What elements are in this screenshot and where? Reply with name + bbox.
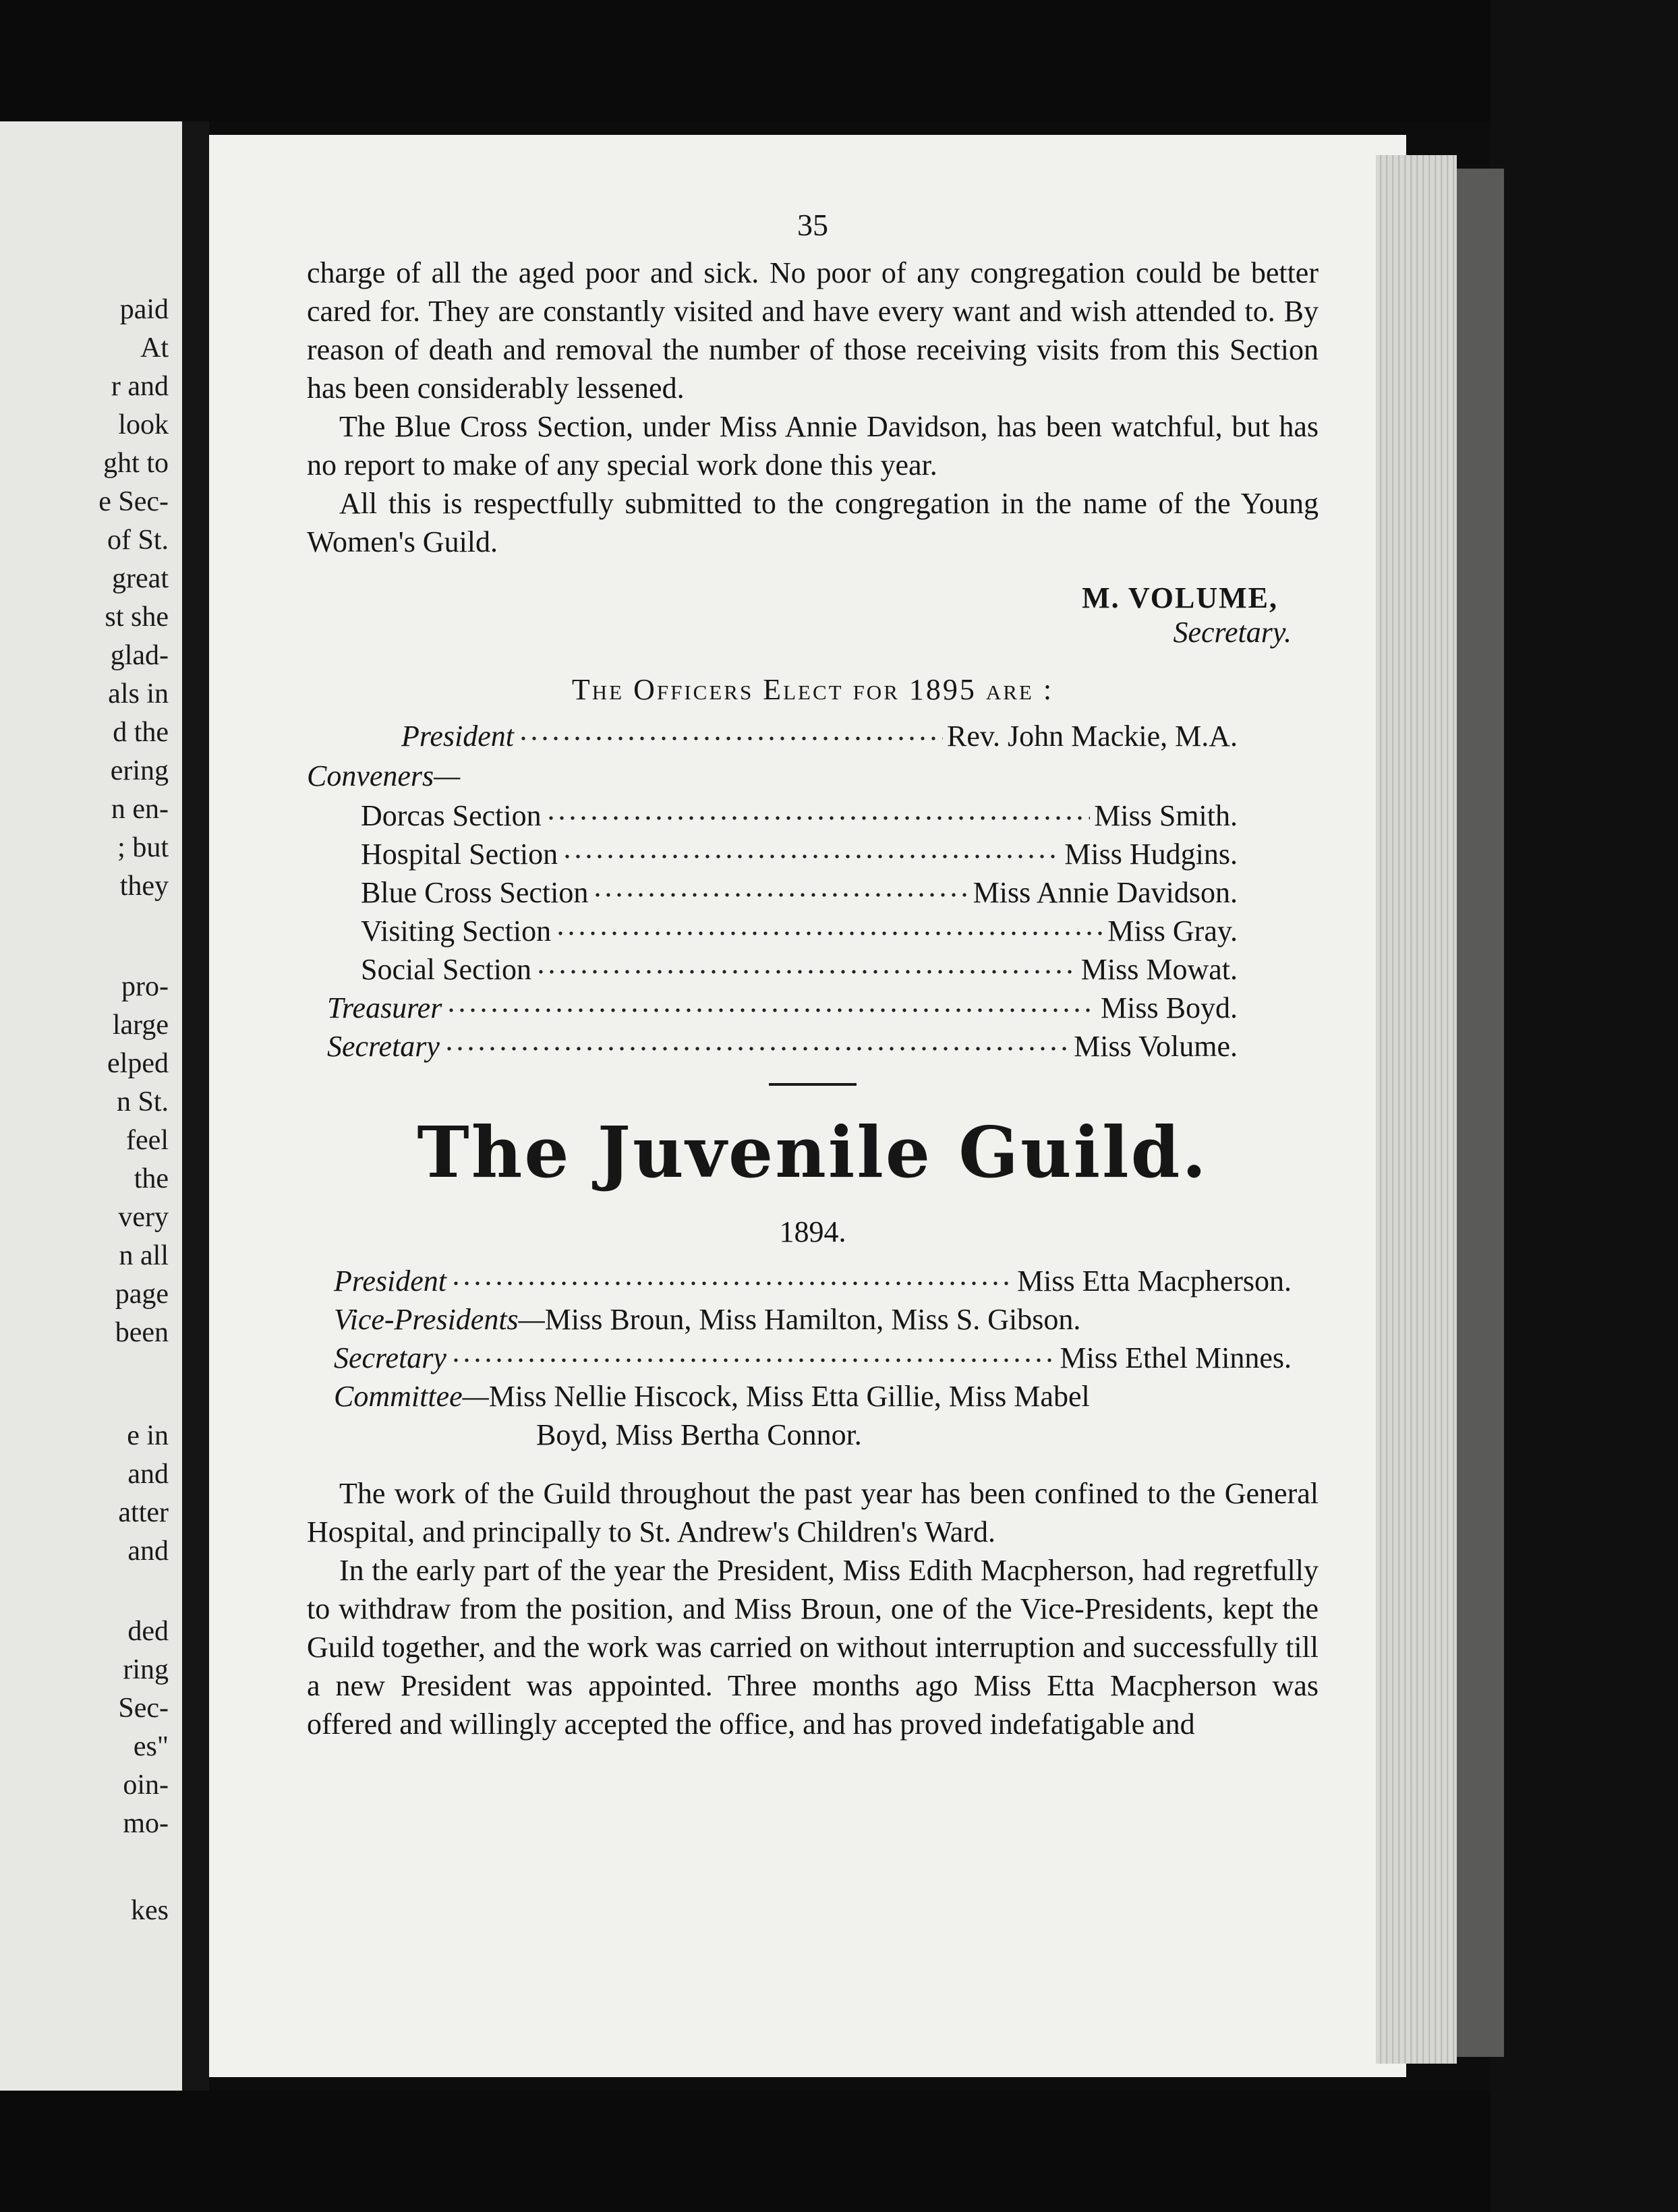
left-fragment: Sec- [118, 1693, 169, 1724]
officer-name: Miss Boyd. [1101, 991, 1238, 1024]
dot-leader [546, 811, 1091, 825]
convener-section: Visiting Section [361, 914, 552, 948]
left-fragment: ded [127, 1616, 169, 1647]
officers-list [307, 717, 1238, 1066]
book-side [1457, 169, 1504, 2057]
scan-background-top [0, 0, 1678, 121]
left-fragment: oin- [123, 1770, 169, 1801]
officer-name: Rev. John Mackie, M.A. [947, 720, 1238, 753]
left-fragment: atter [118, 1497, 169, 1528]
dot-leader [562, 849, 1060, 864]
section-divider [769, 1083, 857, 1086]
page-edges [1376, 155, 1457, 2064]
scan-background-right [1491, 0, 1678, 2212]
convener-section: Blue Cross Section [361, 876, 589, 909]
page-content [307, 206, 1319, 1743]
officers-heading: The Officers Elect for 1895 are : [571, 673, 1054, 706]
left-fragment: n en- [111, 794, 169, 825]
page-number: 35 [797, 208, 828, 242]
officer-label: Secretary [327, 1030, 440, 1063]
dot-leader [451, 1353, 1056, 1368]
dot-leader [555, 926, 1103, 941]
convener-name: Miss Annie Davidson. [973, 876, 1238, 909]
dot-leader [518, 731, 943, 746]
left-fragment: n all [119, 1240, 169, 1271]
left-fragment: paid [119, 294, 169, 325]
left-fragment: large [112, 1010, 169, 1041]
paragraph-aged-poor: charge of all the aged poor and sick. No poor of any congregation could be better cared for. They are constantly visited and have every want and wish attended to. By reason of death and removal the number of those receiving visits from this Section has been considerably lessened. [307, 256, 1319, 405]
left-fragment: d the [113, 717, 169, 748]
juvenile-row-president [334, 1262, 1292, 1300]
convener-section: Dorcas Section [361, 799, 542, 832]
officer-label: President [401, 720, 514, 753]
convener-name: Miss Gray. [1107, 914, 1238, 948]
left-fragment: pro- [121, 971, 169, 1002]
left-facing-page [0, 121, 182, 2091]
dot-leader [444, 1041, 1070, 1056]
convener-row [307, 873, 1238, 912]
left-fragment: of St. [107, 525, 169, 556]
convener-section: Hospital Section [361, 838, 558, 871]
left-fragment: and [127, 1459, 169, 1490]
signature-role: Secretary. [1173, 616, 1292, 649]
paragraph-guild-work: The work of the Guild throughout the past year has been confined to the General Hospital, and principally to St. Andrew's Children's Ward. [307, 1477, 1319, 1548]
left-fragment: ring [123, 1654, 169, 1685]
officer-name: Miss Volume. [1074, 1030, 1238, 1063]
left-fragment: At [140, 332, 169, 363]
juvenile-row-committee-continued: Boyd, Miss Bertha Connor. [536, 1418, 862, 1451]
convener-name: Miss Mowat. [1080, 953, 1238, 986]
paragraph-submission: All this is respectfully submitted to the congregation in the name of the Young Women's Guild. [307, 487, 1319, 558]
officer-label: Committee— [334, 1380, 489, 1413]
left-fragment: n St. [116, 1086, 169, 1117]
officer-label: Vice-Presidents— [334, 1303, 545, 1336]
convener-name: Miss Hudgins. [1064, 838, 1238, 871]
conveners-label: Conveners— [307, 759, 461, 792]
scan-background-bottom [0, 2091, 1678, 2212]
left-fragment: e in [127, 1420, 169, 1451]
convener-name: Miss Smith. [1094, 799, 1238, 832]
left-fragment: they [119, 871, 169, 902]
left-fragment: r and [111, 371, 169, 402]
dot-leader [592, 887, 968, 902]
signature-name: M. VOLUME, [1082, 581, 1278, 614]
officer-label: Secretary [334, 1341, 446, 1374]
left-fragment: the [134, 1163, 169, 1194]
left-fragment: es" [133, 1731, 169, 1762]
section-title-juvenile-guild: The Juvenile Guild. [417, 1111, 1209, 1194]
officer-name: Miss Ethel Minnes. [1060, 1341, 1292, 1374]
officer-name: Miss Etta Macpherson. [1017, 1264, 1292, 1298]
left-fragment: page [115, 1279, 169, 1310]
left-fragment: glad- [110, 640, 169, 671]
left-fragment: feel [126, 1125, 169, 1156]
dot-leader [446, 1003, 1097, 1018]
juvenile-row-vice-presidents [334, 1300, 1292, 1339]
left-fragment: and [127, 1536, 169, 1567]
officer-row-treasurer [307, 989, 1238, 1027]
convener-row [307, 796, 1238, 835]
juvenile-officers-list [334, 1262, 1292, 1454]
convener-section: Social Section [361, 953, 531, 986]
left-fragment: mo- [123, 1808, 169, 1839]
left-fragment: e Sec- [98, 486, 169, 517]
officer-names: Miss Broun, Miss Hamilton, Miss S. Gibson. [544, 1303, 1081, 1336]
left-fragment: kes [131, 1895, 169, 1926]
left-fragment: ering [110, 755, 169, 786]
officer-names: Miss Nellie Hiscock, Miss Etta Gillie, Miss Mabel [488, 1380, 1090, 1413]
paragraph-president-change: In the early part of the year the President, Miss Edith Macpherson, had regretfully to withdraw from the position, and Miss Broun, one of the Vice-Presidents, kept the Guild together, and the work was carried on without interruption and successfully till a new President was appointed. Three months ago Miss Etta Macpherson was offered and willingly accepted the office, and has proved indefatigable and [307, 1554, 1319, 1741]
juvenile-row-secretary [334, 1339, 1292, 1377]
section-year: 1894. [779, 1215, 846, 1248]
officer-label: Treasurer [327, 991, 442, 1024]
left-fragment: ght to [103, 448, 169, 479]
left-fragment: very [118, 1202, 169, 1233]
convener-row [307, 912, 1238, 950]
left-fragment: st she [105, 602, 169, 633]
juvenile-row-committee [334, 1377, 1292, 1416]
officer-row-secretary [307, 1027, 1238, 1066]
left-fragment: als in [108, 678, 169, 709]
convener-row [307, 950, 1238, 989]
left-fragment: elped [107, 1048, 169, 1079]
book-gutter [182, 121, 209, 2091]
officer-row-president [307, 717, 1238, 755]
dot-leader [536, 964, 1077, 979]
convener-row [307, 835, 1238, 873]
dot-leader [451, 1276, 1013, 1291]
left-fragment: ; but [117, 832, 169, 863]
officer-label: President [334, 1264, 446, 1298]
left-fragment: great [112, 563, 169, 594]
paragraph-blue-cross: The Blue Cross Section, under Miss Annie Davidson, has been watchful, but has no report to make of any special work done this year. [307, 410, 1319, 482]
left-fragment: been [115, 1317, 169, 1348]
left-fragment: look [118, 409, 169, 440]
